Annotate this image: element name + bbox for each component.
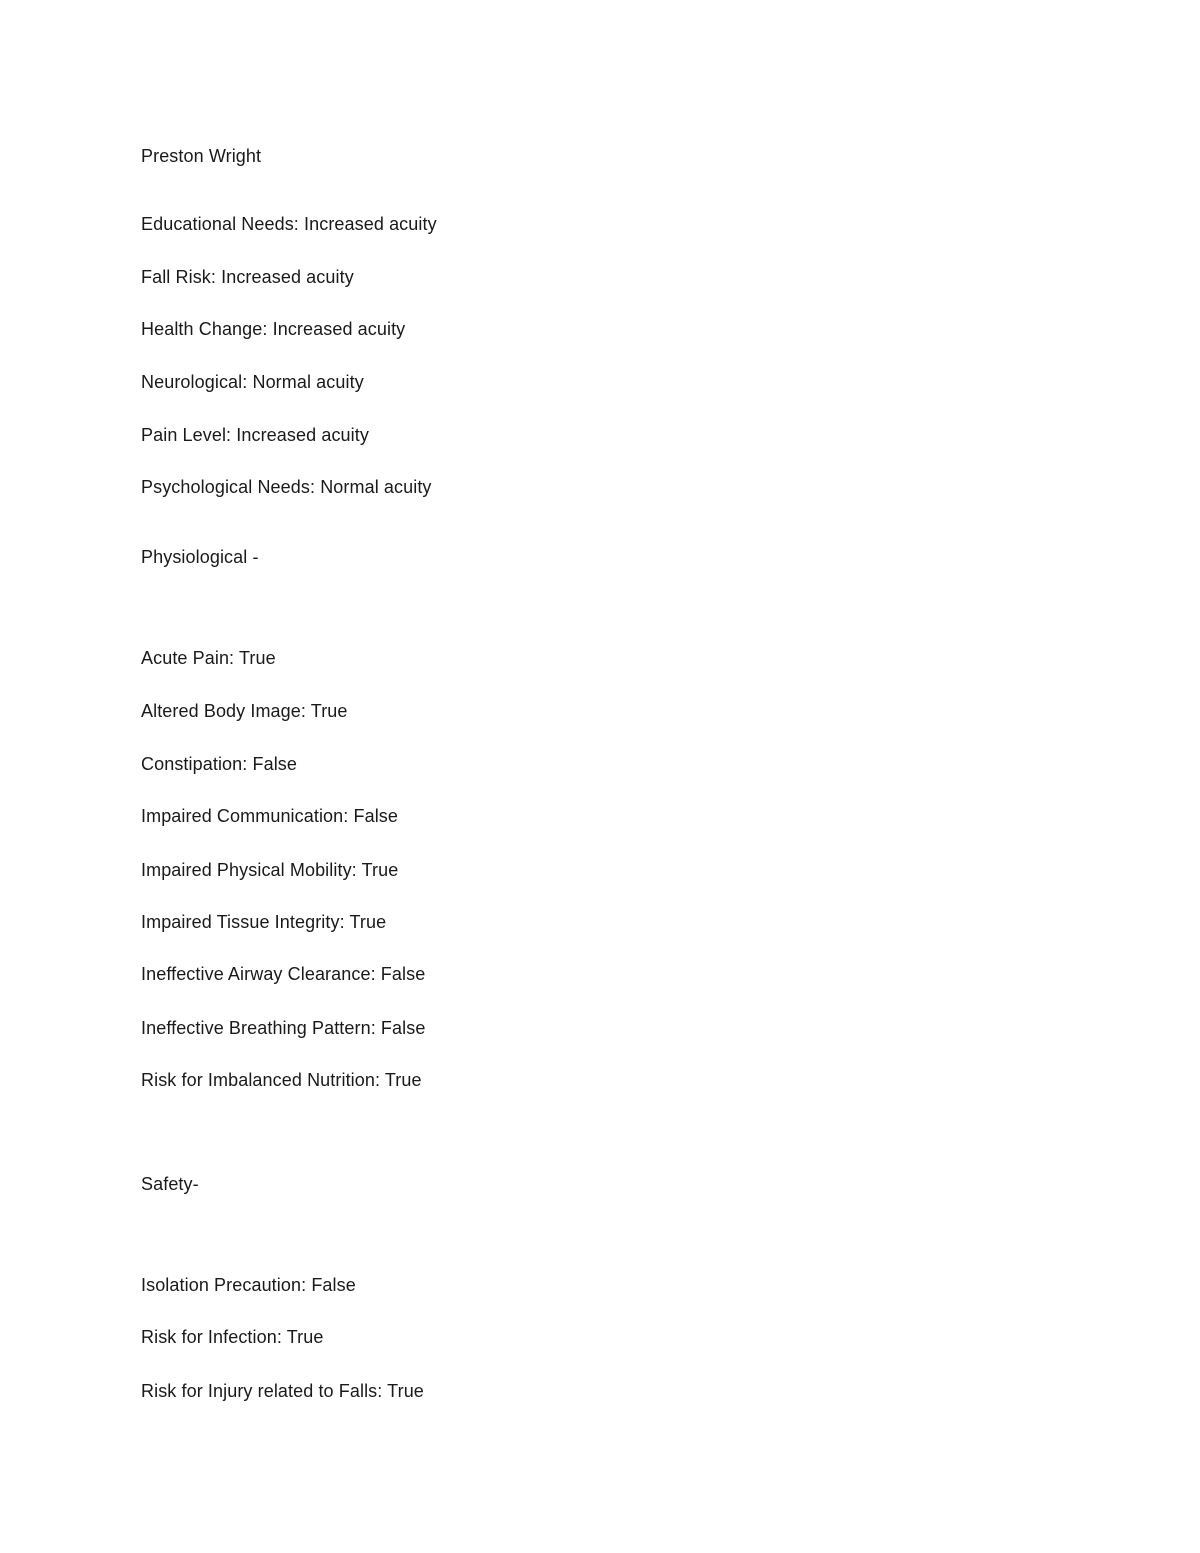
item-label: Constipation: — [141, 754, 248, 774]
acuity-label: Psychological Needs: — [141, 477, 316, 497]
acuity-value: Increased acuity — [272, 319, 406, 339]
item-value: True — [238, 648, 276, 668]
acuity-value: Normal acuity — [252, 372, 364, 392]
safety-row-risk-for-infection — [141, 1326, 323, 1348]
safety-row-isolation-precaution — [141, 1274, 356, 1296]
item-label: Altered Body Image: — [141, 701, 306, 721]
acuity-value: Increased acuity — [304, 214, 437, 234]
acuity-row-neurological — [141, 371, 364, 393]
physiological-row-acute-pain — [141, 647, 276, 669]
item-value: False — [311, 1275, 356, 1295]
physiological-row-impaired-tissue-integrity — [141, 911, 386, 933]
acuity-label: Neurological: — [141, 372, 248, 392]
item-label: Risk for Infection: — [141, 1327, 282, 1347]
acuity-row-educational-needs — [141, 213, 437, 235]
item-label: Isolation Precaution: — [141, 1275, 307, 1295]
acuity-label: Educational Needs: — [141, 214, 299, 234]
acuity-label: Health Change: — [141, 319, 268, 339]
item-label: Ineffective Airway Clearance: — [141, 964, 376, 984]
item-value: False — [353, 806, 399, 826]
physiological-row-altered-body-image — [141, 700, 348, 722]
acuity-label: Fall Risk: — [141, 267, 217, 287]
patient-name: Preston Wright — [141, 146, 262, 166]
item-value: False — [380, 964, 426, 984]
acuity-value: Normal acuity — [320, 477, 432, 497]
acuity-row-fall-risk — [141, 266, 354, 288]
item-value: True — [349, 912, 387, 932]
acuity-value: Increased acuity — [221, 267, 354, 287]
acuity-value: Increased acuity — [236, 425, 369, 445]
acuity-row-health-change — [141, 318, 405, 340]
item-value: False — [380, 1018, 426, 1038]
section-heading-physiological: Physiological - — [141, 547, 259, 567]
acuity-label: Pain Level: — [141, 425, 232, 445]
item-label: Impaired Tissue Integrity: — [141, 912, 345, 932]
item-label: Impaired Physical Mobility: — [141, 860, 357, 880]
item-value: False — [252, 754, 297, 774]
physiological-row-impaired-physical-mobility — [141, 859, 398, 881]
item-label: Acute Pain: — [141, 648, 235, 668]
physiological-row-ineffective-airway-clearance — [141, 963, 425, 985]
item-label: Risk for Injury related to Falls: — [141, 1381, 383, 1401]
item-value: True — [310, 701, 348, 721]
physiological-row-constipation — [141, 753, 297, 775]
item-value: True — [286, 1327, 324, 1347]
item-label: Ineffective Breathing Pattern: — [141, 1018, 376, 1038]
safety-row-risk-for-injury-falls — [141, 1380, 424, 1402]
physiological-row-risk-for-imbalanced-nutrition — [141, 1069, 422, 1091]
physiological-row-ineffective-breathing-pattern — [141, 1017, 425, 1039]
item-value: True — [387, 1381, 424, 1401]
acuity-row-pain-level — [141, 424, 369, 446]
section-heading-safety: Safety- — [141, 1174, 199, 1194]
acuity-row-psychological-needs — [141, 476, 432, 498]
item-value: True — [361, 860, 399, 880]
item-value: True — [384, 1070, 422, 1090]
item-label: Risk for Imbalanced Nutrition: — [141, 1070, 381, 1090]
item-label: Impaired Communication: — [141, 806, 349, 826]
physiological-row-impaired-communication — [141, 805, 398, 827]
